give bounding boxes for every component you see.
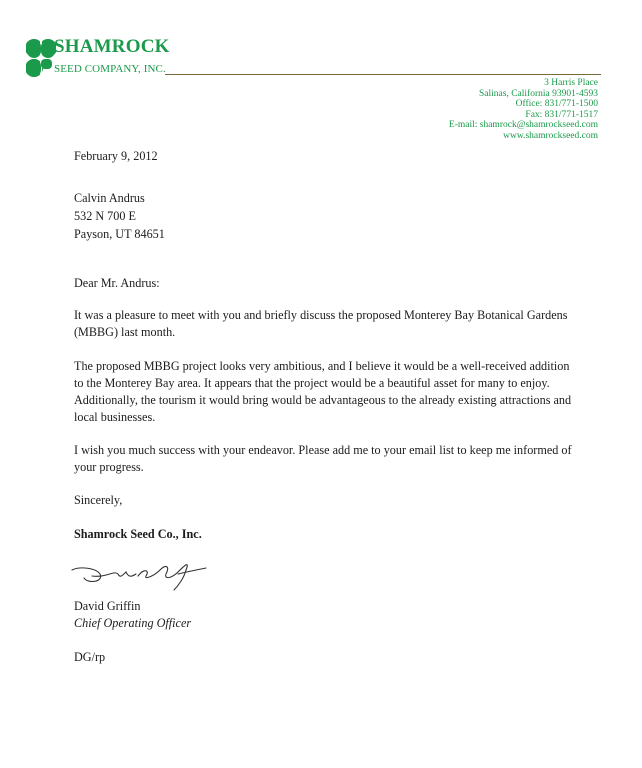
company-name: SHAMROCK: [54, 36, 170, 57]
address-phone: Office: 831/771-1500: [515, 99, 598, 110]
recipient-street: 532 N 700 E: [74, 209, 136, 223]
recipient-city: Payson, UT 84651: [74, 227, 165, 241]
company-subtitle: SEED COMPANY, INC.: [54, 63, 166, 75]
address-email: E-mail: shamrock@shamrockseed.com: [448, 120, 598, 131]
signer-name: David Griffin: [74, 599, 141, 613]
signer-title: Chief Operating Officer: [74, 616, 192, 630]
company-address: [449, 78, 598, 142]
address-line: Salinas, California 93901-4593: [479, 88, 598, 99]
shamrock-leaf-icon: [26, 32, 56, 88]
salutation: Dear Mr. Andrus:: [74, 276, 160, 290]
recipient-name: Calvin Andrus: [74, 191, 145, 205]
address-line: 3 Harris Place: [544, 78, 598, 88]
closing: Sincerely,: [74, 493, 123, 507]
paragraph-2: The proposed MBBG project looks very ambitious, and I believe it would be a well-received addition to the Monterey Bay area. It appears that the project would be a beautiful asset for many to enjoy. Additionally, the tourism it would bring would be advantageous to the already existing attractions and local businesses.: [74, 359, 572, 424]
address-website: www.shamrockseed.com: [503, 130, 598, 141]
company-signoff: Shamrock Seed Co., Inc.: [74, 527, 202, 541]
letterhead-rule: [165, 74, 601, 75]
paragraph-1: It was a pleasure to meet with you and briefly discuss the proposed Monterey Bay Botanical Gardens (MBBG) last month.: [74, 308, 568, 339]
address-fax: Fax: 831/771-1517: [525, 109, 598, 120]
letter-date: February 9, 2012: [74, 149, 158, 163]
handwritten-signature: [66, 556, 216, 592]
typist-initials: DG/rp: [74, 650, 106, 664]
paragraph-3: I wish you much success with your endeavor. Please add me to your email list to keep me informed of your progress.: [74, 443, 572, 474]
